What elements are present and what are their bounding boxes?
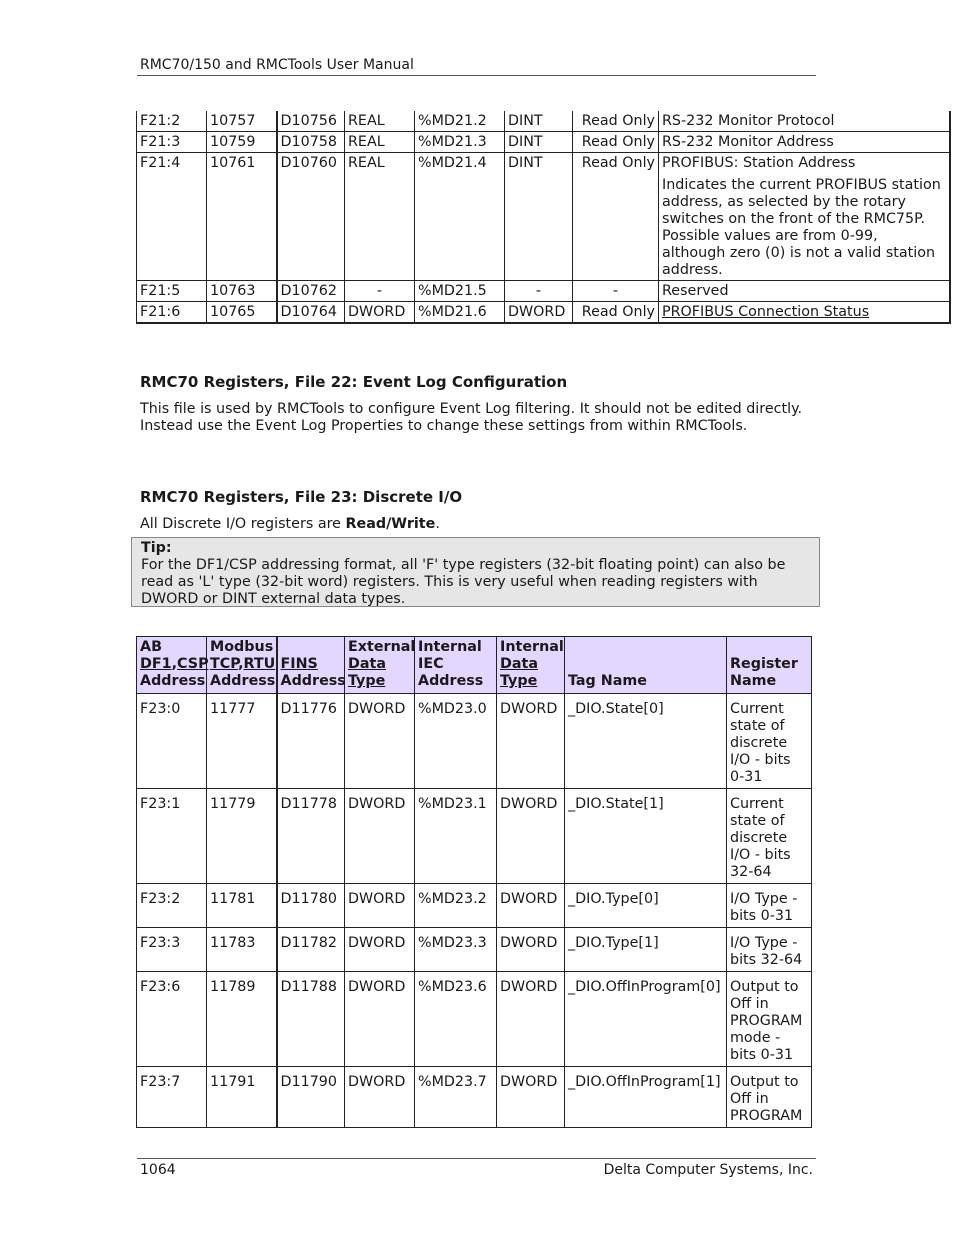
- external-type-cell: REAL: [345, 132, 415, 153]
- register-name-cell: Current state of discrete I/O - bits 0-31: [727, 694, 812, 789]
- table-row: [137, 281, 950, 302]
- modbus-address-cell: 11781: [207, 884, 277, 928]
- table-row: [137, 302, 950, 324]
- file23-intro: [140, 516, 440, 533]
- tag-name-cell: _DIO.State[0]: [565, 694, 727, 789]
- section-heading-file22: RMC70 Registers, File 22: Event Log Configuration: [140, 373, 568, 391]
- ab-address-cell: F23:7: [137, 1067, 207, 1128]
- fins-address-cell: D11782: [277, 928, 345, 972]
- register-name-cell: Output to Off in PROGRAM: [727, 1067, 812, 1128]
- register-name-cell: RS-232 Monitor Protocol: [659, 111, 950, 132]
- external-type-cell: DWORD: [345, 1067, 415, 1128]
- ab-address-cell: F21:4: [137, 153, 207, 281]
- register-name-cell: Reserved: [659, 281, 950, 302]
- fins-address-cell: D10764: [277, 302, 345, 324]
- fins-address-cell: D10760: [277, 153, 345, 281]
- header-tag-name: Tag Name: [565, 637, 727, 694]
- fins-address-cell: D10762: [277, 281, 345, 302]
- internal-type-cell: -: [505, 281, 573, 302]
- table-row: [137, 1067, 812, 1128]
- iec-address-cell: %MD21.6: [415, 302, 505, 324]
- fins-address-cell: D10758: [277, 132, 345, 153]
- fins-address-cell: D11788: [277, 972, 345, 1067]
- access-cell: Read Only: [573, 302, 659, 324]
- access-cell: Read Only: [573, 132, 659, 153]
- access-cell: Read Only: [573, 111, 659, 132]
- table-header-row: [137, 637, 812, 694]
- register-name-cell: Output to Off in PROGRAM mode - bits 0-31: [727, 972, 812, 1067]
- modbus-address-cell: 10759: [207, 132, 277, 153]
- tip-label: Tip:: [141, 540, 172, 556]
- register-name-cell: Current state of discrete I/O - bits 32-64: [727, 789, 812, 884]
- header-text: Modbus: [210, 639, 274, 655]
- table-row: [137, 111, 950, 132]
- header-rule: [137, 75, 816, 76]
- header-text: External: [348, 639, 416, 655]
- internal-type-cell: DWORD: [497, 694, 565, 789]
- fins-link[interactable]: FINS: [280, 656, 318, 672]
- file21-register-table: [136, 111, 951, 324]
- header-text: Address: [210, 673, 276, 689]
- ab-address-cell: F23:6: [137, 972, 207, 1067]
- table-row: [137, 694, 812, 789]
- external-type-cell: REAL: [345, 153, 415, 281]
- tip-line2: read as 'L' type (32-bit word) registers. This is very useful when reading registers with: [141, 574, 758, 590]
- header-comma: ,: [171, 656, 178, 672]
- tip-box: [131, 537, 820, 607]
- ab-address-cell: F23:1: [137, 789, 207, 884]
- modbus-address-cell: 11791: [207, 1067, 277, 1128]
- header-text: Name: [730, 673, 777, 689]
- iec-address-cell: %MD23.1: [415, 789, 497, 884]
- external-type-link[interactable]: Type: [348, 673, 386, 689]
- access-cell: Read Only: [573, 153, 659, 281]
- fins-address-cell: D11780: [277, 884, 345, 928]
- internal-type-cell: DWORD: [497, 1067, 565, 1128]
- external-type-cell: -: [345, 281, 415, 302]
- external-type-cell: DWORD: [345, 884, 415, 928]
- file23-discrete-io-table: [136, 636, 812, 1128]
- header-text: Register: [730, 656, 798, 672]
- ab-address-cell: F21:5: [137, 281, 207, 302]
- tip-line3: DWORD or DINT external data types.: [141, 591, 406, 607]
- file22-paragraph: [140, 401, 802, 435]
- internal-type-cell: DWORD: [497, 928, 565, 972]
- register-name-cell: I/O Type - bits 0-31: [727, 884, 812, 928]
- external-type-cell: DWORD: [345, 789, 415, 884]
- internal-type-cell: DINT: [505, 132, 573, 153]
- register-name-cell: [659, 302, 950, 324]
- internal-type-cell: DWORD: [497, 972, 565, 1067]
- header-internal-data-type: [497, 637, 565, 694]
- internal-type-cell: DINT: [505, 153, 573, 281]
- external-data-link[interactable]: Data: [348, 656, 386, 672]
- tag-name-cell: _DIO.OffInProgram[0]: [565, 972, 727, 1067]
- header-external-data-type: [345, 637, 415, 694]
- internal-type-cell: DWORD: [505, 302, 573, 324]
- tag-name-cell: _DIO.Type[1]: [565, 928, 727, 972]
- modbus-address-cell: 11777: [207, 694, 277, 789]
- iec-address-cell: %MD21.4: [415, 153, 505, 281]
- tag-name-cell: _DIO.State[1]: [565, 789, 727, 884]
- header-text: Address: [140, 673, 206, 689]
- iec-address-cell: %MD21.5: [415, 281, 505, 302]
- iec-address-cell: %MD21.3: [415, 132, 505, 153]
- file22-line1: This file is used by RMCTools to configure Event Log filtering. It should not be edited directly.: [140, 401, 803, 417]
- profibus-connection-status-link[interactable]: PROFIBUS Connection Status: [662, 304, 870, 320]
- page-number: 1064: [140, 1162, 176, 1178]
- external-type-cell: DWORD: [345, 972, 415, 1067]
- file22-line2: Instead use the Event Log Properties to change these settings from within RMCTools.: [140, 418, 748, 434]
- table-row: [137, 972, 812, 1067]
- section-heading-file23: RMC70 Registers, File 23: Discrete I/O: [140, 488, 463, 506]
- iec-address-cell: %MD23.7: [415, 1067, 497, 1128]
- external-type-cell: DWORD: [345, 302, 415, 324]
- internal-type-cell: DWORD: [497, 884, 565, 928]
- register-name-text: PROFIBUS: Station Address: [662, 155, 856, 171]
- table-row: [137, 884, 812, 928]
- ab-address-cell: F23:2: [137, 884, 207, 928]
- table-row: [137, 153, 950, 281]
- register-description: Indicates the current PROFIBUS station address, as selected by the rotary switches on the front of the RMC75P. Possible values are from 0-99, although zero (0) is not a valid station address.: [662, 177, 941, 278]
- header-fins-address: [277, 637, 345, 694]
- header-modbus-address: [207, 637, 277, 694]
- tip-line1: For the DF1/CSP addressing format, all 'F' type registers (32-bit floating point) can also be: [141, 557, 786, 573]
- header-ab-address: [137, 637, 207, 694]
- fins-address-cell: D11790: [277, 1067, 345, 1128]
- header-text: Address: [280, 673, 346, 689]
- modbus-address-cell: 10765: [207, 302, 277, 324]
- table-row: [137, 132, 950, 153]
- external-type-cell: DWORD: [345, 694, 415, 789]
- ab-address-cell: F21:2: [137, 111, 207, 132]
- header-comma: ,: [238, 656, 244, 672]
- register-name-cell: [659, 153, 950, 281]
- header-text: Address: [418, 673, 484, 689]
- internal-type-cell: DWORD: [497, 789, 565, 884]
- table-row: [137, 928, 812, 972]
- intro-text: All Discrete I/O registers are: [140, 516, 346, 532]
- iec-address-cell: %MD21.2: [415, 111, 505, 132]
- intro-bold: Read/Write: [345, 516, 436, 532]
- rtu-link[interactable]: RTU: [243, 656, 276, 672]
- iec-address-cell: %MD23.2: [415, 884, 497, 928]
- modbus-address-cell: 11789: [207, 972, 277, 1067]
- modbus-address-cell: 10761: [207, 153, 277, 281]
- csp-link[interactable]: CSP: [177, 656, 209, 672]
- footer-rule: [137, 1158, 816, 1159]
- modbus-address-cell: 11783: [207, 928, 277, 972]
- access-cell: -: [573, 281, 659, 302]
- ab-address-cell: F23:0: [137, 694, 207, 789]
- header-text: Internal: [418, 639, 482, 655]
- modbus-address-cell: 10763: [207, 281, 277, 302]
- intro-suffix: .: [435, 516, 440, 532]
- internal-type-cell: DINT: [505, 111, 573, 132]
- internal-type-link[interactable]: Type: [500, 673, 538, 689]
- df1-link[interactable]: DF1: [140, 656, 172, 672]
- iec-address-cell: %MD23.0: [415, 694, 497, 789]
- tag-name-cell: _DIO.OffInProgram[1]: [565, 1067, 727, 1128]
- ab-address-cell: F23:3: [137, 928, 207, 972]
- table-row: [137, 789, 812, 884]
- running-header: RMC70/150 and RMCTools User Manual: [140, 57, 414, 73]
- tcp-link[interactable]: TCP: [210, 656, 239, 672]
- external-type-cell: REAL: [345, 111, 415, 132]
- ab-address-cell: F21:6: [137, 302, 207, 324]
- fins-address-cell: D11776: [277, 694, 345, 789]
- register-name-cell: RS-232 Monitor Address: [659, 132, 950, 153]
- ab-address-cell: F21:3: [137, 132, 207, 153]
- fins-address-cell: D10756: [277, 111, 345, 132]
- header-text: Internal: [500, 639, 564, 655]
- header-text: IEC: [418, 656, 444, 672]
- register-name-cell: I/O Type - bits 32-64: [727, 928, 812, 972]
- external-type-cell: DWORD: [345, 928, 415, 972]
- tag-name-cell: _DIO.Type[0]: [565, 884, 727, 928]
- header-register-name: [727, 637, 812, 694]
- footer-company: Delta Computer Systems, Inc.: [603, 1162, 813, 1178]
- iec-address-cell: %MD23.6: [415, 972, 497, 1067]
- header-internal-iec-address: [415, 637, 497, 694]
- iec-address-cell: %MD23.3: [415, 928, 497, 972]
- internal-data-link[interactable]: Data: [500, 656, 538, 672]
- fins-address-cell: D11778: [277, 789, 345, 884]
- modbus-address-cell: 11779: [207, 789, 277, 884]
- header-text: AB: [140, 639, 162, 655]
- modbus-address-cell: 10757: [207, 111, 277, 132]
